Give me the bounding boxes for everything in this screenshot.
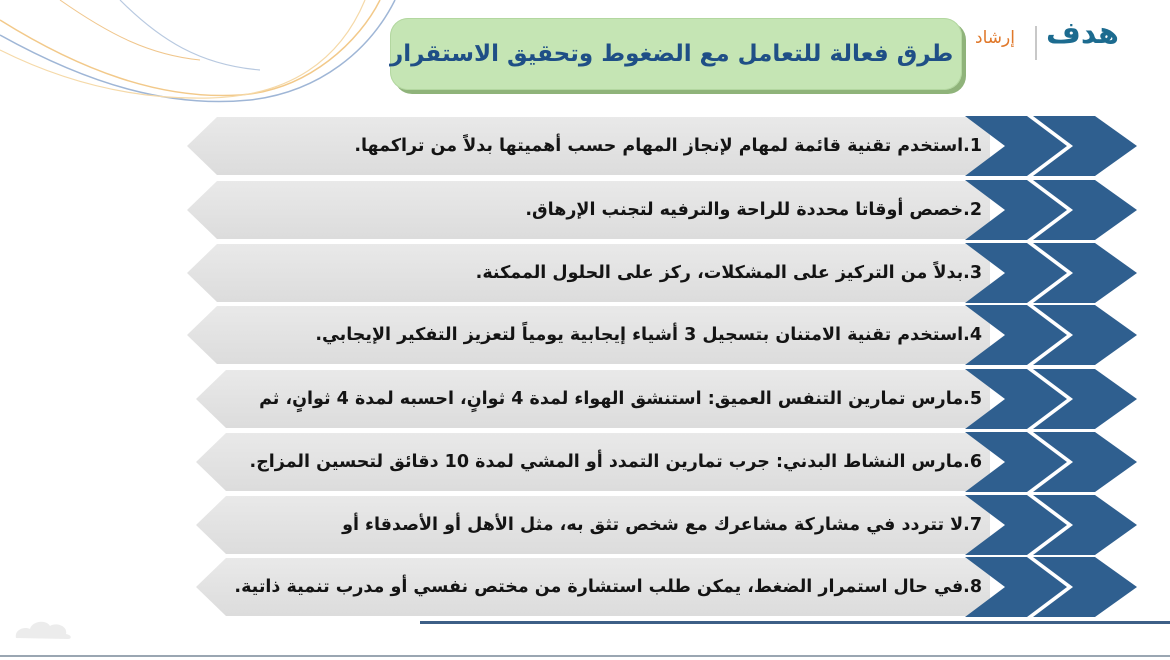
double-chevron-icon bbox=[965, 557, 1150, 617]
list-item bbox=[196, 558, 990, 616]
logo-main-text: هدف bbox=[1046, 16, 1119, 51]
list-item-text: 6.مارس النشاط البدني: جرب تمارين التمدد أو المشي لمدة 10 دقائق لتحسين المزاج. bbox=[249, 452, 982, 472]
list-item-text: 7.لا تتردد في مشاركة مشاعرك مع شخص تثق به، مثل الأهل أو الأصدقاء أو bbox=[342, 515, 982, 535]
logo-divider bbox=[1035, 26, 1037, 60]
double-chevron-icon bbox=[965, 305, 1150, 365]
double-chevron-icon bbox=[965, 495, 1150, 555]
list-item bbox=[196, 496, 990, 554]
list-item-text: 4.استخدم تقنية الامتنان بتسجيل 3 أشياء إيجابية يومياً لتعزيز التفكير الإيجابي. bbox=[315, 325, 982, 345]
list-item-text: 5.مارس تمارين التنفس العميق: استنشق الهواء لمدة 4 ثوانٍ، احسبه لمدة 4 ثوانٍ، ثم bbox=[259, 389, 982, 409]
list-item bbox=[196, 370, 990, 428]
list-item-text: 3.بدلاً من التركيز على المشكلات، ركز على الحلول الممكنة. bbox=[475, 263, 982, 283]
list-item-text: 1.استخدم تقنية قائمة لمهام لإنجاز المهام حسب أهميتها بدلاً من تراكمها. bbox=[354, 136, 982, 156]
list-item-text: 8.في حال استمرار الضغط، يمكن طلب استشارة من مختص نفسي أو مدرب تنمية ذاتية. bbox=[234, 577, 982, 597]
list-item bbox=[196, 433, 990, 491]
page-title: طرق فعالة للتعامل مع الضغوط وتحقيق الاستقرار bbox=[390, 41, 954, 67]
decorative-curves bbox=[0, 0, 420, 110]
bottom-rule bbox=[0, 655, 1170, 657]
list-item bbox=[187, 244, 990, 302]
footer-line bbox=[420, 621, 1170, 624]
list-item bbox=[187, 306, 990, 364]
logo-secondary-text: إرشاد bbox=[975, 28, 1015, 48]
double-chevron-icon bbox=[965, 116, 1150, 176]
title-banner bbox=[390, 18, 962, 90]
list-item bbox=[187, 181, 990, 239]
cloud-icon bbox=[12, 618, 74, 640]
list-item bbox=[187, 117, 990, 175]
double-chevron-icon bbox=[965, 243, 1150, 303]
double-chevron-icon bbox=[965, 432, 1150, 492]
list-item-text: 2.خصص أوقاتا محددة للراحة والترفيه لتجنب الإرهاق. bbox=[525, 200, 982, 220]
double-chevron-icon bbox=[965, 369, 1150, 429]
double-chevron-icon bbox=[965, 180, 1150, 240]
